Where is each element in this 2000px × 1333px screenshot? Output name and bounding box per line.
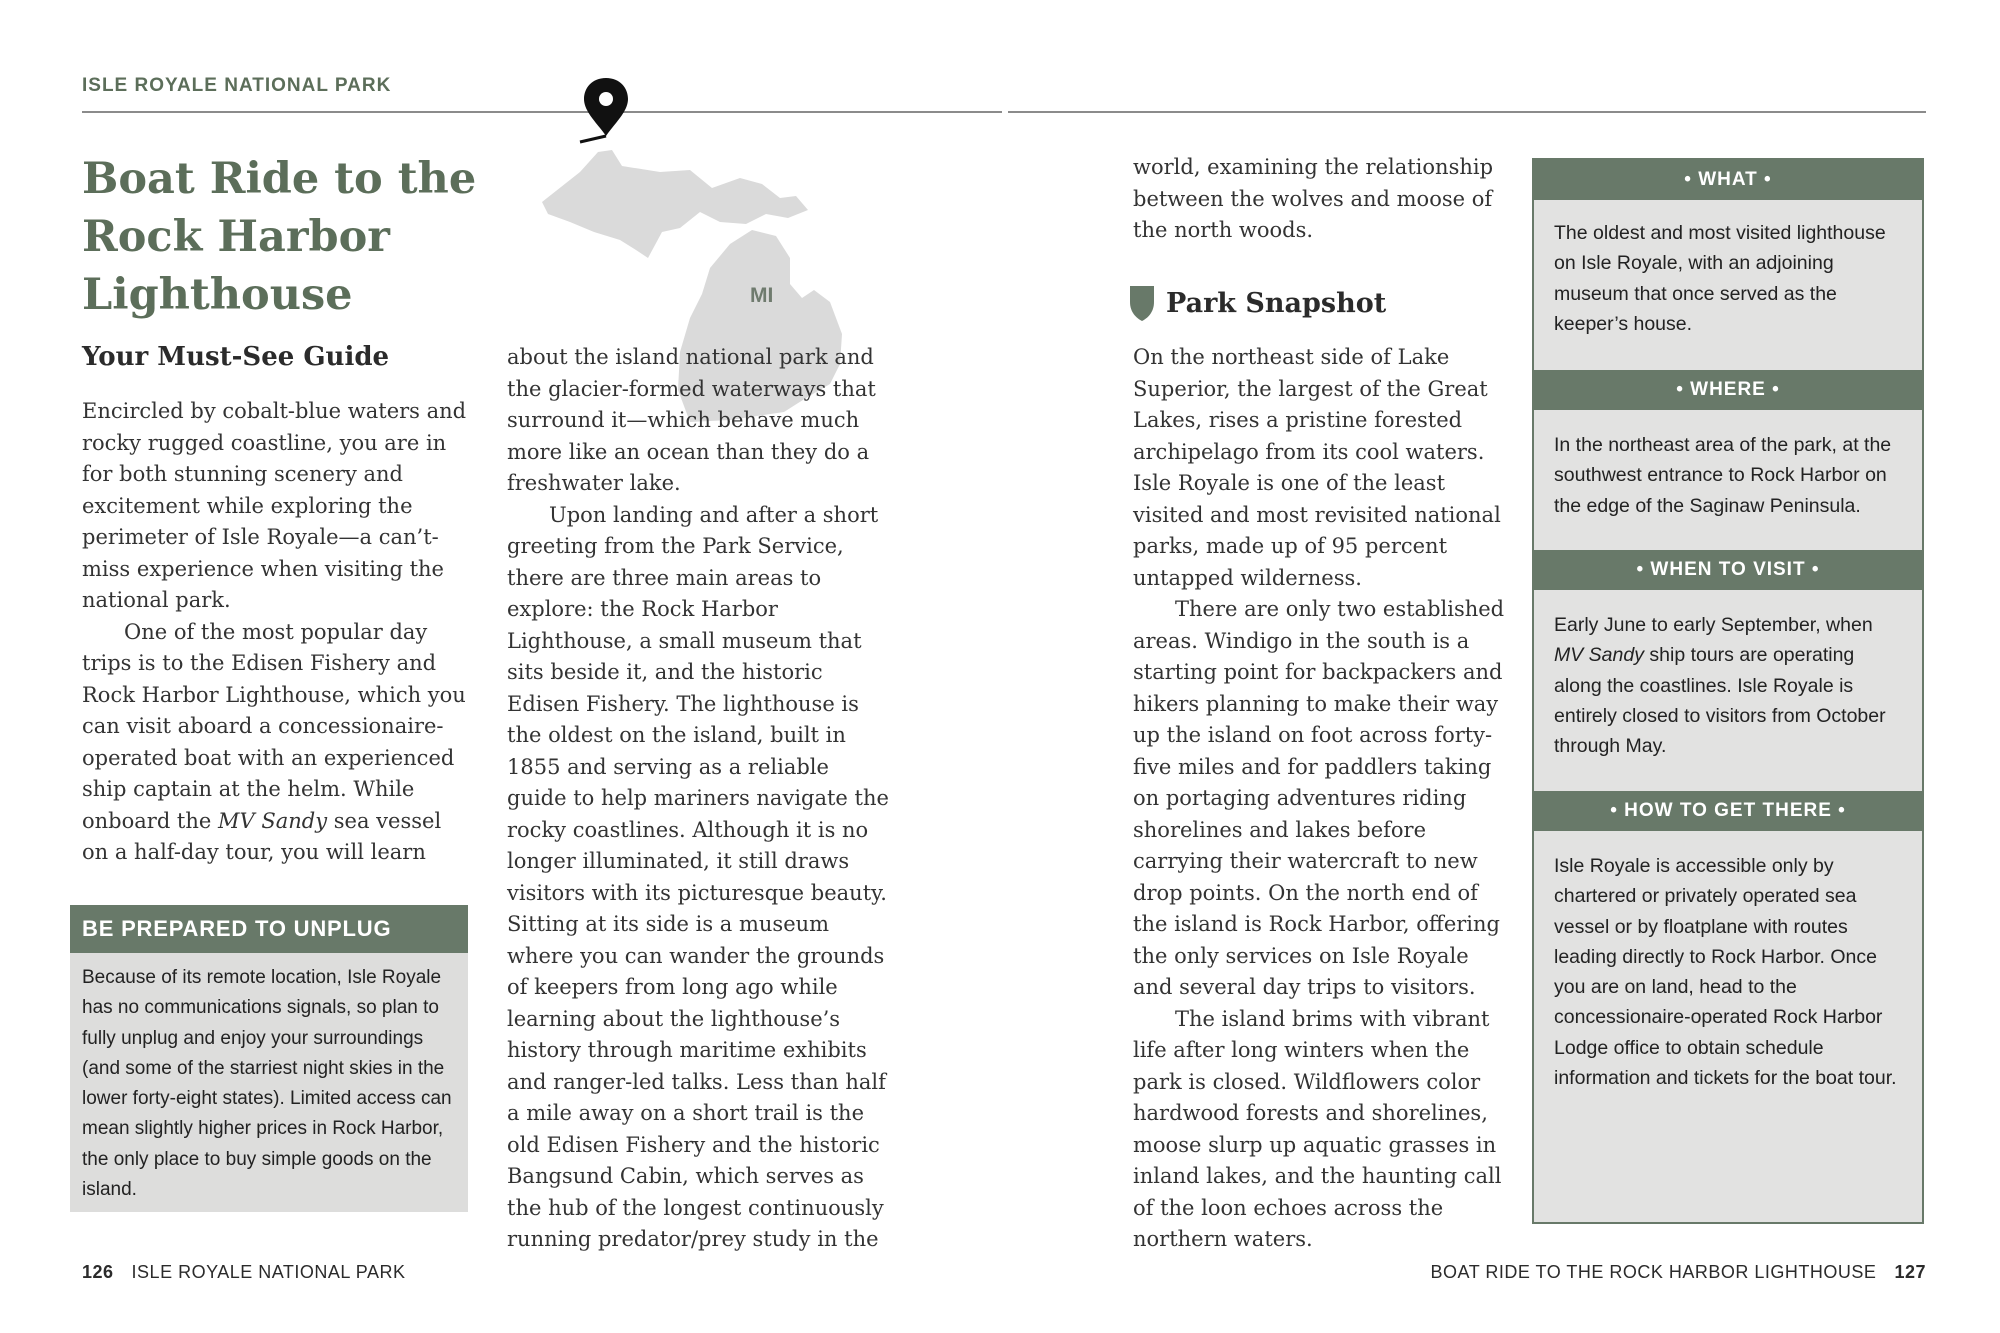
prepared-body: Because of its remote location, Isle Royale has no communications signals, so plan to fully unplug and enjoy your surroundings (and some of the starriest night skies in the lower forty-eight states). Limited access can mean slightly higher prices in Rock Harbor, the only place to buy simple goods on the island. — [82, 967, 452, 1201]
prepared-callout — [70, 905, 468, 1212]
column-2 — [507, 342, 889, 1256]
title-line-1: Boat Ride to the — [82, 154, 477, 204]
col2-paragraph-1: about the island national park and the glacier-formed waterways that surround it—which behave much more like an ocean than they do a freshwater lake. — [507, 345, 876, 495]
park-snapshot-title: Park Snapshot — [1166, 287, 1387, 319]
col3-paragraph-1: On the northeast side of Lake Superior, the largest of the Great Lakes, rises a pristine forested archipelago from its cool waters. Isle Royale is one of the least visited and most revisited national parks, made up of 95 percent untapped wilderness. — [1133, 345, 1501, 590]
state-label: MI — [750, 284, 774, 307]
sidebar-heading-when: • WHEN TO VISIT • — [1534, 550, 1922, 590]
col2-paragraph-2: Upon landing and after a short greeting from the Park Service, there are three main areas to explore: the Rock Harbor Lighthouse, a small museum that sits beside it, and the historic Edisen Fishery. The lighthouse is the oldest on the island, built in 1855 and serving as a reliable guide to help mariners navigate the rocky coastlines. Although it is no longer illuminated, it still draws visitors with its picturesque beauty. Sitting at its side is a museum where you can wander the grounds of keepers from long ago while learning about the lighthouse’s history through maritime exhibits and ranger-led talks. Less than half a mile away on a short trail is the old Edisen Fishery and the historic Bangsund Cabin, which serves as the hub of the longest continuously running predator/prey study in the — [507, 502, 889, 1251]
column-3-top — [1133, 152, 1508, 247]
map-pin-icon — [580, 78, 628, 142]
column-3 — [1133, 342, 1508, 1256]
prepared-heading: BE PREPARED TO UNPLUG — [70, 905, 468, 953]
footer-right — [1431, 1262, 1926, 1283]
park-snapshot-heading — [1128, 284, 1386, 322]
running-header: ISLE ROYALE NATIONAL PARK — [82, 75, 392, 96]
arrowhead-icon — [1128, 284, 1156, 322]
footer-right-text: BOAT RIDE TO THE ROCK HARBOR LIGHTHOUSE — [1430, 1262, 1877, 1282]
sidebar-heading-what: • WHAT • — [1534, 160, 1922, 200]
page-number-right: 127 — [1894, 1262, 1926, 1282]
col3-paragraph-0: world, examining the relationship between the wolves and moose of the north woods. — [1133, 155, 1494, 242]
col3-paragraph-2: There are only two established areas. Windigo in the south is a starting point for backpackers and hikers planning to make their way up the island on foot across forty-five miles and for paddlers taking on portaging adventures riding shorelines and lakes before carrying their watercraft to new drop points. On the north end of the island is Rock Harbor, offering the only services on Isle Royale and several day trips to visitors. — [1133, 597, 1505, 999]
col1-paragraph-2: One of the most popular day trips is to the Edisen Fishery and Rock Harbor Lighthouse, which you can visit aboard a concessionaire-operated boat with an experienced ship captain at the helm. While onboard the MV Sandy sea vessel on a half-day tour, you will learn — [82, 619, 466, 864]
sidebar-body-when: Early June to early September, when MV Sandy ship tours are operating along the coastlines. Isle Royale is entirely closed to visitors from October through May. — [1554, 614, 1886, 758]
info-sidebar — [1532, 158, 1924, 1224]
sidebar-heading-where: • WHERE • — [1534, 370, 1922, 410]
col1-paragraph-1: Encircled by cobalt-blue waters and rocky rugged coastline, you are in for both stunning scenery and excitement while exploring the perimeter of Isle Royale—a can’t-miss experience when visiting the national park. — [82, 399, 467, 612]
header-rule-right — [1008, 111, 1926, 113]
sidebar-body-where: In the northeast area of the park, at the southwest entrance to Rock Harbor on the edge of the Saginaw Peninsula. — [1554, 434, 1892, 517]
sidebar-heading-how: • HOW TO GET THERE • — [1534, 791, 1922, 831]
footer-left-text: ISLE ROYALE NATIONAL PARK — [131, 1262, 406, 1282]
page-number-left: 126 — [82, 1262, 114, 1282]
section-subhead: Your Must-See Guide — [82, 342, 390, 372]
sidebar-body-what: The oldest and most visited lighthouse on Isle Royale, with an adjoining museum that once served as the keeper’s house. — [1554, 222, 1886, 335]
column-1 — [82, 396, 467, 869]
page-title — [82, 150, 642, 324]
footer-left — [82, 1262, 405, 1283]
col3-paragraph-3: The island brims with vibrant life after long winters when the park is closed. Wildflowers color hardwood forests and shorelines, moose slurp up aquatic grasses in inland lakes, and the haunting call of the loon echoes across the northern waters. — [1133, 1006, 1502, 1251]
sidebar-body-how: Isle Royale is accessible only by chartered or privately operated sea vessel or by floatplane with routes leading directly to Rock Harbor. Once you are on land, head to the concessionaire-operated Rock Harbor Lodge office to obtain schedule information and tickets for the boat tour. — [1554, 855, 1897, 1090]
title-line-2: Rock Harbor Lighthouse — [82, 212, 390, 320]
